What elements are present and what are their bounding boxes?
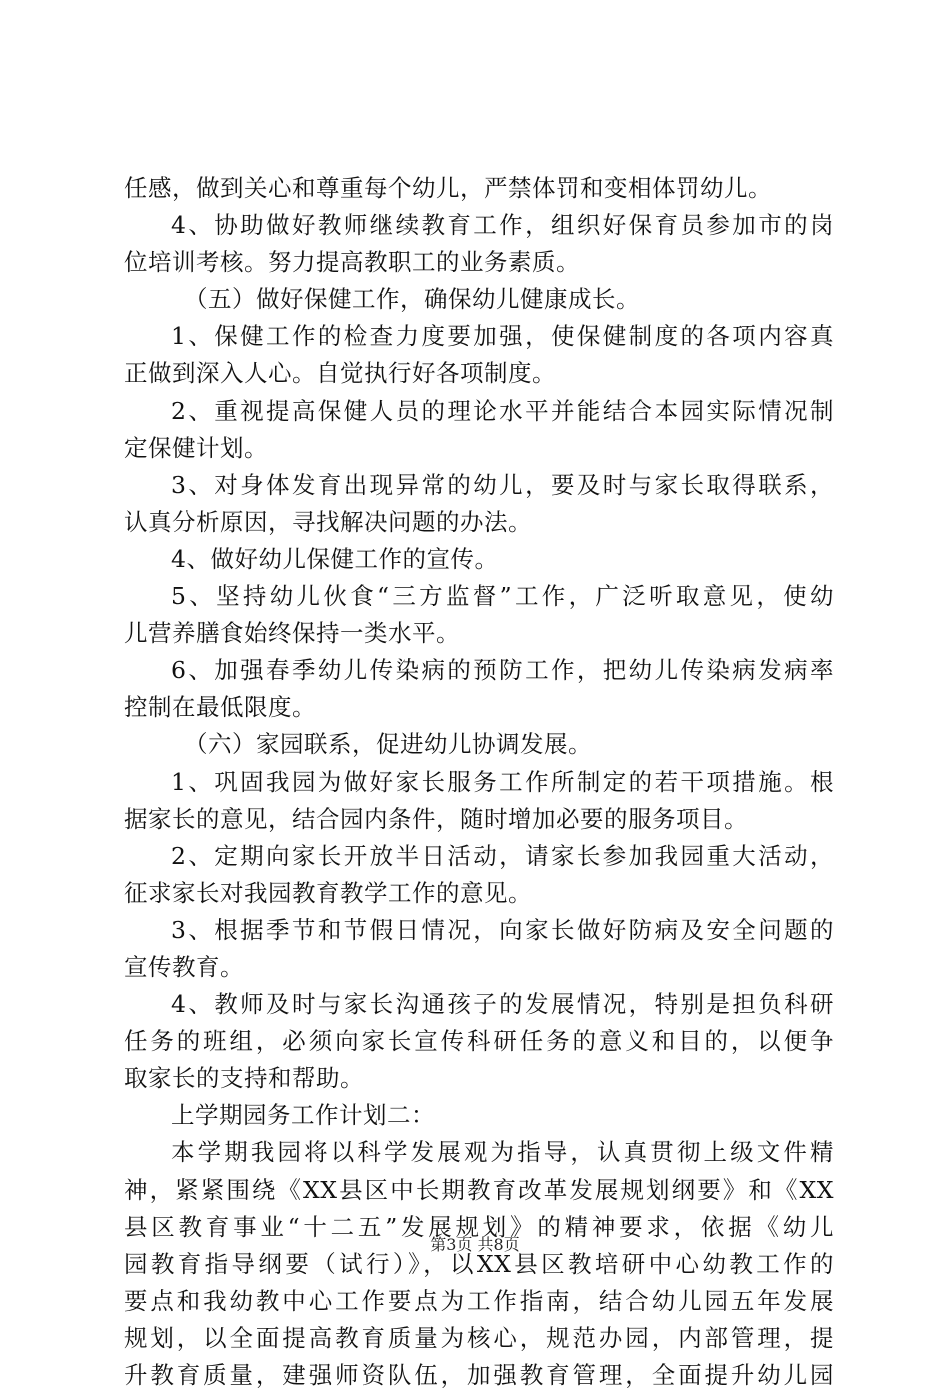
- text-line: （五）做好保健工作，确保幼儿健康成长。: [184, 285, 640, 314]
- text-line: 本学期我园将以科学发展观为指导，认真贯彻上级文件精: [171, 1138, 834, 1167]
- text-line: 位培训考核。努力提高教职工的业务素质。: [124, 248, 580, 277]
- text-line: 取家长的支持和帮助。: [124, 1064, 364, 1093]
- text-line: 2、定期向家长开放半日活动，请家长参加我园重大活动，: [171, 841, 834, 870]
- text-line: 4、做好幼儿保健工作的宣传。: [171, 544, 499, 573]
- text-line: 县区教育事业“十二五”发展规划》的精神要求，依据《幼儿: [124, 1212, 834, 1241]
- text-line: 升教育质量，建强师资队伍，加强教育管理，全面提升幼儿园: [124, 1361, 834, 1389]
- text-line: 1、保健工作的检查力度要加强，使保健制度的各项内容真: [171, 322, 834, 351]
- text-line: 规划，以全面提高教育质量为核心，规范办园，内部管理，提: [124, 1323, 834, 1352]
- text-line: 宣传教育。: [124, 952, 244, 981]
- text-line: 1、巩固我园为做好家长服务工作所制定的若干项措施。根: [171, 767, 834, 796]
- text-line: 任务的班组，必须向家长宣传科研任务的意义和目的，以便争: [124, 1027, 834, 1056]
- text-line: 征求家长对我园教育教学工作的意见。: [124, 878, 532, 907]
- text-line: 3、对身体发育出现异常的幼儿，要及时与家长取得联系，: [171, 470, 834, 499]
- text-line: 据家长的意见，结合园内条件，随时增加必要的服务项目。: [124, 804, 748, 833]
- text-line: 4、协助做好教师继续教育工作，组织好保育员参加市的岗: [171, 211, 834, 240]
- text-line: 儿营养膳食始终保持一类水平。: [124, 619, 460, 648]
- text-line: 认真分析原因，寻找解决问题的办法。: [124, 507, 532, 536]
- text-line: 4、教师及时与家长沟通孩子的发展情况，特别是担负科研: [171, 990, 834, 1019]
- text-line: 正做到深入人心。自觉执行好各项制度。: [124, 359, 556, 388]
- text-line: 3、根据季节和节假日情况，向家长做好防病及安全问题的: [171, 915, 834, 944]
- text-line: 任感，做到关心和尊重每个幼儿，严禁体罚和变相体罚幼儿。: [124, 174, 772, 202]
- text-line: 5、坚持幼儿伙食“三方监督”工作，广泛听取意见，使幼: [171, 582, 834, 611]
- text-line: 园教育指导纲要（试行）》，以XX县区教培研中心幼教工作的: [124, 1249, 834, 1278]
- text-line: 6、加强春季幼儿传染病的预防工作，把幼儿传染病发病率: [171, 656, 834, 685]
- text-line: 2、重视提高保健人员的理论水平并能结合本园实际情况制: [171, 396, 834, 425]
- text-line: 神，紧紧围绕《XX县区中长期教育改革发展规划纲要》和《XX: [124, 1175, 834, 1204]
- page-footer: 第3页 共8页: [430, 1235, 520, 1254]
- document-body: [124, 170, 834, 1394]
- text-line: 定保健计划。: [124, 433, 268, 462]
- text-line: 要点和我幼教中心工作要点为工作指南，结合幼儿园五年发展: [124, 1286, 834, 1315]
- text-line: （六）家园联系，促进幼儿协调发展。: [184, 730, 592, 759]
- text-line: 控制在最低限度。: [124, 693, 316, 722]
- text-line: 上学期园务工作计划二：: [171, 1101, 435, 1130]
